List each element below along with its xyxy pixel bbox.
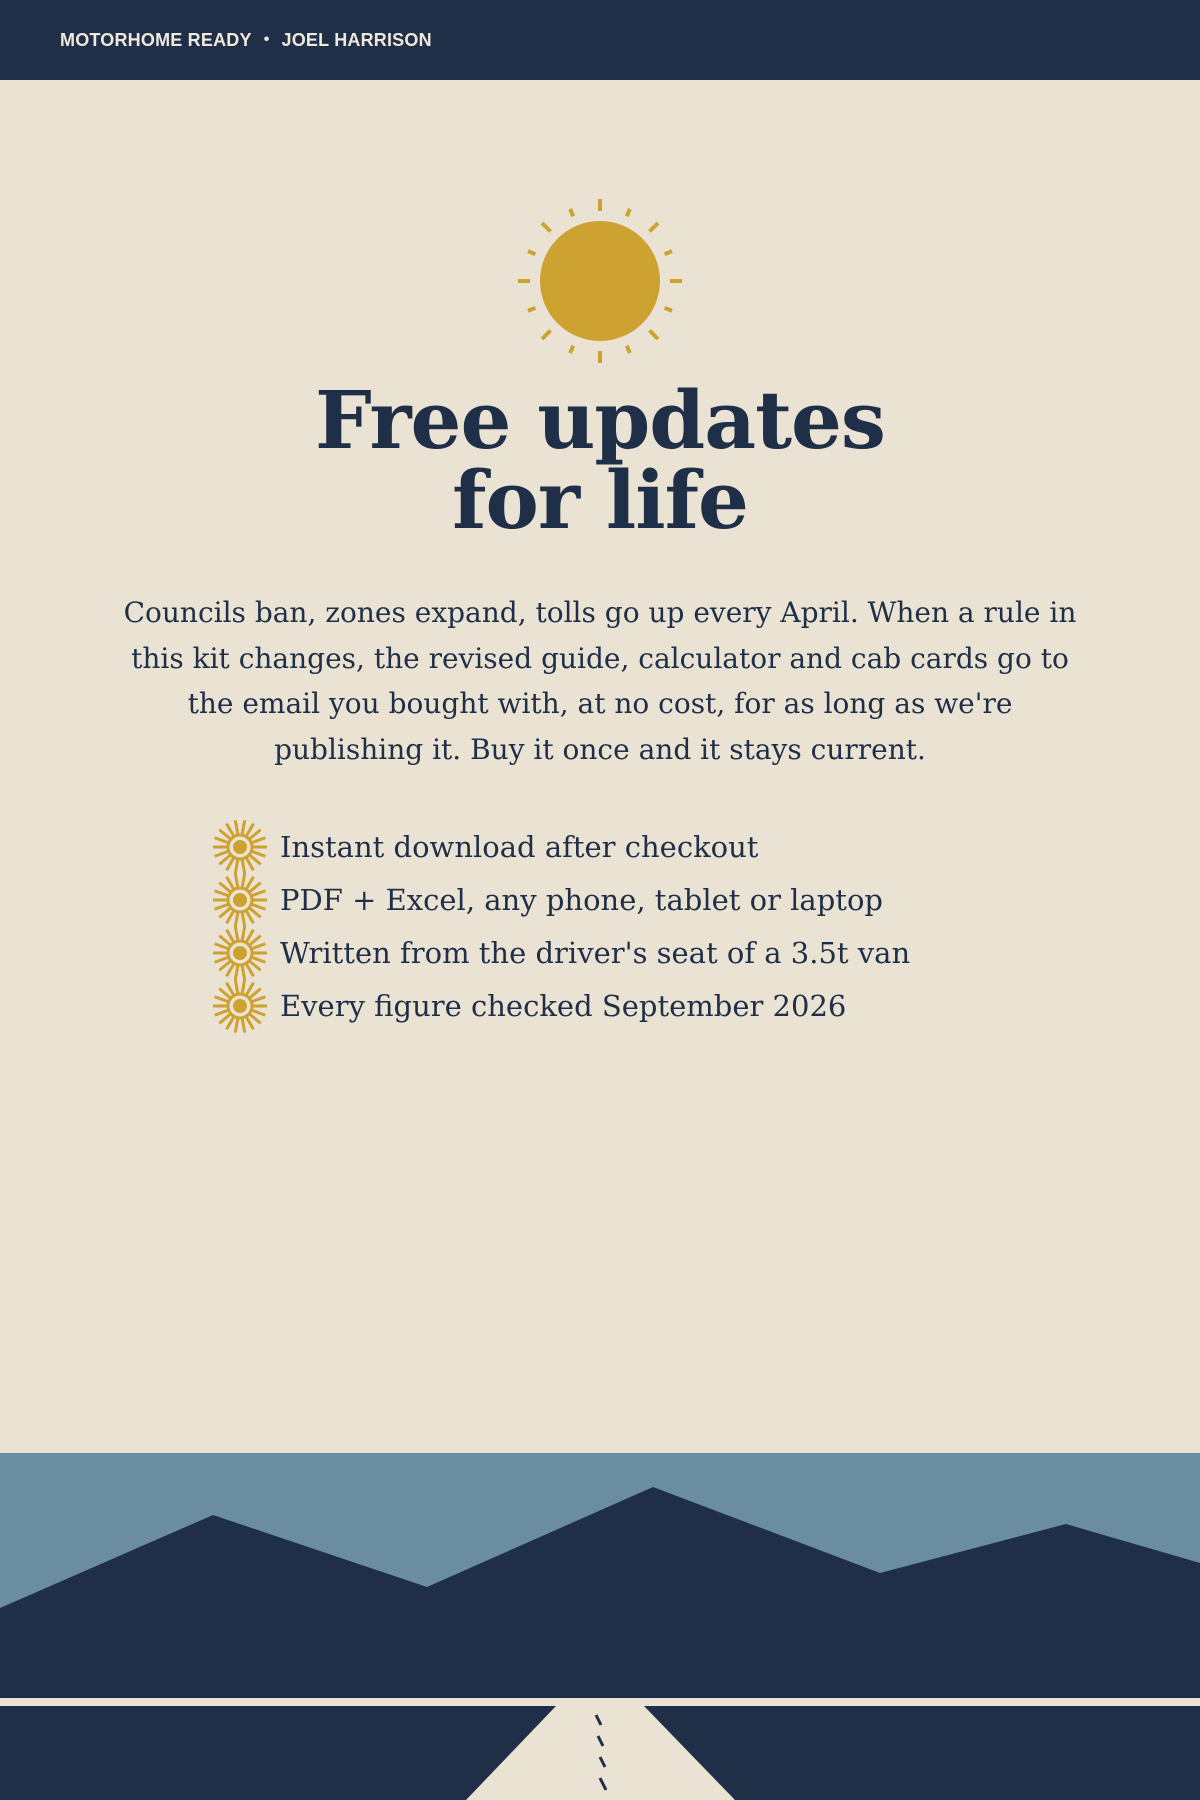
horizon-line (0, 1698, 1200, 1706)
author-name: JOEL HARRISON (281, 29, 432, 50)
mountain-road-illustration (0, 1453, 1200, 1800)
feature-label: Written from the driver's seat of a 3.5t van (280, 935, 911, 970)
page-title (0, 373, 1200, 547)
feature-list (210, 820, 1010, 1032)
header-separator: • (263, 31, 270, 48)
intro-paragraph: Councils ban, zones expand, tolls go up every April. When a rule in this kit changes, the revised guide, calculator and cab cards go to the email you bought with, at no cost, for as long as we're publishing it. Buy it once and it stays current. (123, 596, 1077, 766)
title-line-1: Free updates (315, 373, 885, 467)
brand-name: MOTORHOME READY (60, 29, 252, 50)
feature-item (210, 926, 1010, 979)
feature-item (210, 873, 1010, 926)
sunburst-bullet-icon (210, 870, 270, 930)
feature-item (210, 979, 1010, 1032)
feature-label: Instant download after checkout (280, 829, 759, 864)
title-line-2: for life (452, 453, 748, 547)
feature-item (210, 820, 1010, 873)
sunburst-bullet-icon (210, 923, 270, 983)
sunburst-bullet-icon (210, 976, 270, 1036)
feature-label: Every figure checked September 2026 (280, 988, 847, 1023)
feature-label: PDF + Excel, any phone, tablet or laptop (280, 882, 883, 917)
sunburst-bullet-icon (210, 817, 270, 877)
sun-icon (515, 196, 685, 366)
top-bar (0, 0, 1200, 80)
